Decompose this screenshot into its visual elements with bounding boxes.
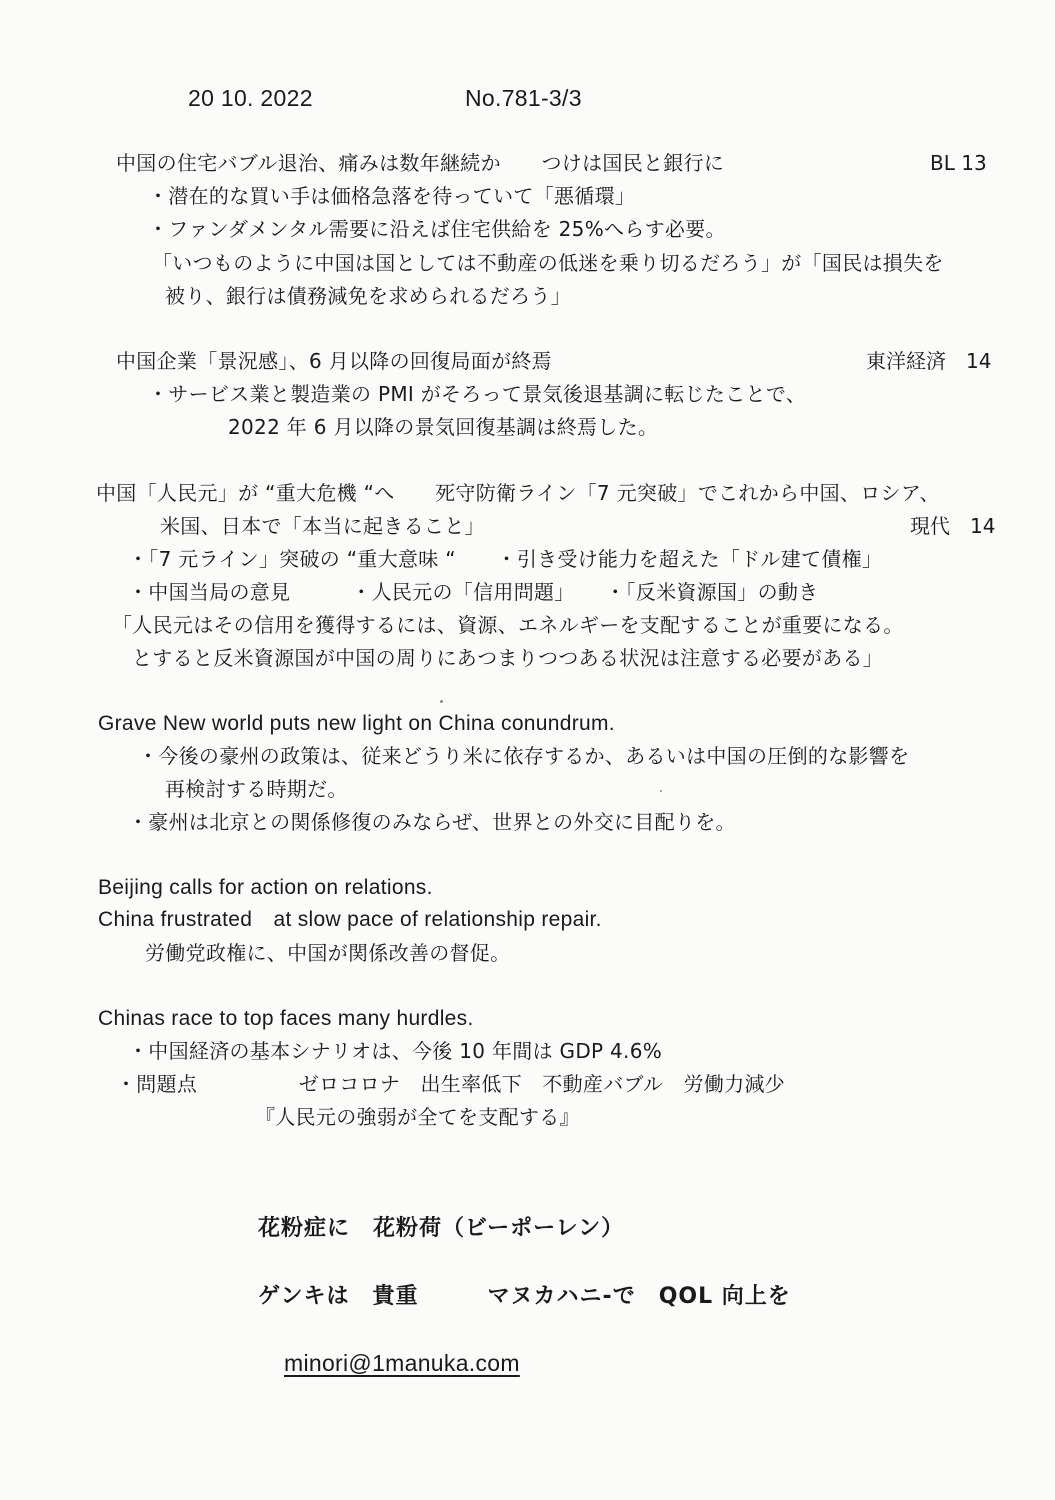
bullet-renminbi-2: ・中国当局の意見 ・人民元の「信用問題」 ・「反米資源国」の動き bbox=[128, 580, 819, 604]
document-date: 20 10. 2022 bbox=[188, 85, 313, 111]
quote-renminbi-strength: 『人民元の強弱が全てを支配する』 bbox=[255, 1105, 580, 1129]
article-subtitle-china-frustrated: China frustrated at slow pace of relationship repair. bbox=[98, 908, 602, 931]
bullet-pmi-1: ・サービス業と製造業の PMI がそろって景気後退基調に転じたことで、 bbox=[148, 382, 807, 406]
article-title-renminbi-1: 中国「人民元」が “重大危機 “へ 死守防衛ライン「7 元突破」でこれから中国、ロシア、 bbox=[96, 481, 940, 505]
article-title-beijing-calls: Beijing calls for action on relations. bbox=[98, 876, 433, 899]
contact-email-link[interactable]: minori@1manuka.com bbox=[284, 1350, 520, 1376]
article-title-grave-new-world: Grave New world puts new light on China conundrum. bbox=[98, 712, 615, 735]
bullet-australia-2: ・豪州は北京との関係修復のみならぜ、世界との外交に目配りを。 bbox=[128, 810, 736, 834]
quote-housing-1: 「いつものように中国は国としては不動産の低迷を乗り切るだろう」が「国民は損失を bbox=[152, 251, 944, 275]
article-title-housing-bubble: 中国の住宅バブル退治、痛みは数年継続か つけは国民と銀行に bbox=[116, 151, 725, 175]
bullet-labor-government: 労働党政権に、中国が関係改善の督促。 bbox=[145, 941, 511, 965]
scan-speck bbox=[440, 700, 443, 703]
article-source-toyo-keizai: 東洋経済 14 bbox=[866, 349, 992, 373]
bullet-problems: ・問題点 ゼロコロナ 出生率低下 不動産バブル 労働力減少 bbox=[116, 1072, 786, 1096]
article-title-china-race: Chinas race to top faces many hurdles. bbox=[98, 1007, 474, 1030]
quote-renminbi-2: とすると反米資源国が中国の周りにあつまりつつある状況は注意する必要がある」 bbox=[132, 646, 884, 670]
ad-line-manuka: ゲンキは 貴重 マヌカハニ-で QOL 向上を bbox=[258, 1284, 791, 1309]
bullet-renminbi-1: ・「7 元ライン」突破の “重大意味 “ ・引き受け能力を超えた「ドル建て債権」 bbox=[128, 547, 883, 571]
ad-line-pollen: 花粉症に 花粉荷（ビーポーレン） bbox=[258, 1216, 625, 1241]
bullet-australia-1: ・今後の豪州の政策は、従来どうり米に依存するか、あるいは中国の圧倒的な影響を bbox=[138, 744, 910, 768]
document-number: No.781-3/3 bbox=[465, 85, 582, 111]
bullet-pmi-2: 2022 年 6 月以降の景気回復基調は終焉した。 bbox=[228, 415, 659, 439]
quote-renminbi-1: 「人民元はその信用を獲得するには、資源、エネルギーを支配することが重要になる。 bbox=[112, 613, 904, 637]
article-source-gendai: 現代 14 bbox=[910, 514, 996, 538]
bullet-housing-2: ・ファンダメンタル需要に沿えば住宅供給を 25%へらす必要。 bbox=[148, 217, 726, 241]
scan-speck bbox=[660, 790, 662, 792]
article-title-business-sentiment: 中国企業「景況感」、6 月以降の回復局面が終焉 bbox=[116, 349, 552, 373]
article-title-renminbi-2: 米国、日本で「本当に起きること」 bbox=[160, 514, 485, 538]
quote-housing-2: 被り、銀行は債務減免を求められるだろう」 bbox=[165, 284, 571, 308]
bullet-australia-1-cont: 再検討する時期だ。 bbox=[165, 777, 348, 801]
article-source-bl: BL 13 bbox=[930, 151, 987, 175]
bullet-gdp-scenario: ・中国経済の基本シナリオは、今後 10 年間は GDP 4.6% bbox=[128, 1039, 663, 1063]
bullet-housing-1: ・潜在的な買い手は価格急落を待っていて「悪循環」 bbox=[148, 184, 636, 208]
